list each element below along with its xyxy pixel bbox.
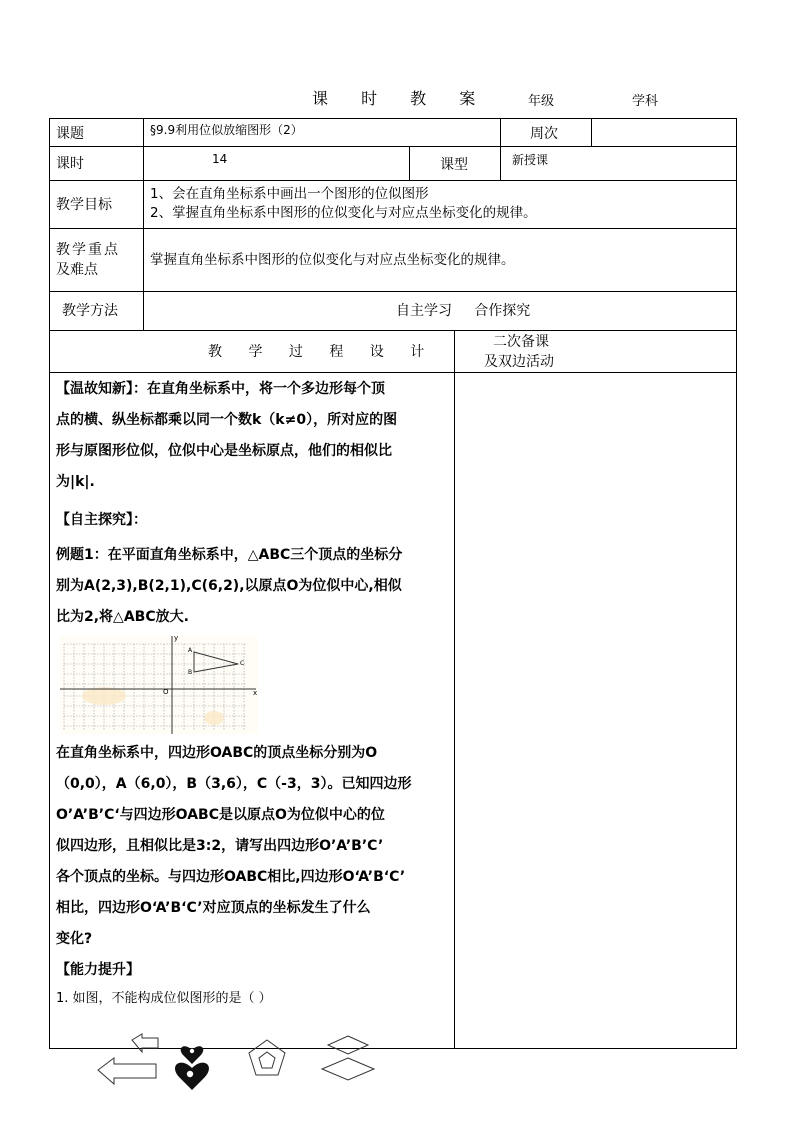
rhombus-shapes-icon [322,1036,374,1080]
question-2 [56,738,450,955]
question-line: 似四边形，且相似比是3:2，请写出四边形O’A’B’C’ [56,838,384,854]
method-label: 教学方法 [62,303,118,319]
col-divider [143,118,144,330]
row-divider [49,146,737,147]
col-divider [500,118,501,146]
row-divider [49,372,737,373]
row-divider [49,330,737,331]
y-axis-label: y [174,634,179,642]
key-value: 掌握直角坐标系中图形的位似变化与对应点坐标变化的规律。 [150,252,515,268]
key-label-line-2: 及难点 [56,262,98,278]
backup-label-line-1: 二次备课 [493,334,549,350]
ability-heading: 【能力提升】 [56,962,140,978]
example-line: 例题1：在平面直角坐标系中，△ABC三个顶点的坐标分 [56,547,403,563]
hours-label: 课时 [56,156,84,172]
example-1 [56,540,450,633]
type-label: 课型 [440,157,468,173]
arrow-shapes-icon [98,1034,158,1084]
week-label: 周次 [530,126,558,142]
question-line: 在直角坐标系中，四边形OABC的顶点坐标分别为O [56,745,378,761]
question-line: O’A’B’C‘与四边形OABC是以原点O为位似中心的位 [56,807,385,823]
hours-value: 14 [212,152,228,166]
type-value: 新授课 [512,153,549,167]
review-line: 为|k|. [56,474,95,490]
point-c-label: C [240,660,245,667]
goal-item-2: 2、掌握直角坐标系中图形的位似变化与对应点坐标变化的规律。 [150,205,537,221]
coordinate-figure [60,636,258,734]
review-section [56,374,450,498]
question-line: 各个顶点的坐标。与四边形OABC相比,四边形O‘A’B‘C’ [56,869,406,885]
key-label-line-1: 教学重点 [56,242,120,258]
backup-label-line-2: 及双边活动 [484,354,554,370]
row-divider [49,180,737,181]
x-axis-label: x [253,689,258,697]
origin-label: O [163,688,169,696]
question-line: （0,0），A（6,0），B（3,6），C（-3，3）。已知四边形 [56,776,412,792]
review-line: 点的横、纵坐标都乘以同一个数k（k≠0），所对应的图 [56,412,398,428]
subject-label: 学科 [632,94,659,109]
method-value: 自主学习 合作探究 [396,303,531,319]
question-line: 变化? [56,931,93,947]
page-header [0,86,794,110]
goal-item-1: 1、会在直角坐标系中画出一个图形的位似图形 [150,186,429,202]
row-divider [49,291,737,292]
review-line: 【温故知新】：在直角坐标系中，将一个多边形每个顶 [56,381,385,397]
hearts-icon [175,1046,209,1090]
example-line: 别为A(2,3),B(2,1),C(6,2),以原点O为位似中心,相似 [56,578,402,594]
review-line: 形与原图形位似，位似中心是坐标原点，他们的相似比 [56,443,392,459]
col-divider [454,330,455,1049]
example-line: 比为2,将△ABC放大. [56,609,189,625]
pentagons-icon [249,1040,285,1075]
row-divider [49,228,737,229]
col-divider [409,146,410,180]
point-a-label: A [188,647,193,654]
topic-value: §9.9利用位似放缩图形（2） [150,123,303,137]
explore-heading: 【自主探究】： [56,512,147,528]
topic-label: 课题 [56,126,84,142]
question-3: 1. 如图，不能构成位似图形的是（ ） [56,991,272,1006]
grade-label: 年级 [528,94,555,109]
point-b-label: B [188,669,193,676]
goal-label: 教学目标 [56,197,112,213]
shape-options-figure [92,1030,392,1092]
coordinate-grid-svg [60,636,258,734]
process-label: 教 学 过 程 设 计 [208,344,429,360]
col-divider [591,118,592,146]
page-title: 课 时 教 案 [312,89,490,108]
question-line: 相比，四边形O‘A’B‘C’对应顶点的坐标发生了什么 [56,900,371,916]
col-divider [500,146,501,180]
